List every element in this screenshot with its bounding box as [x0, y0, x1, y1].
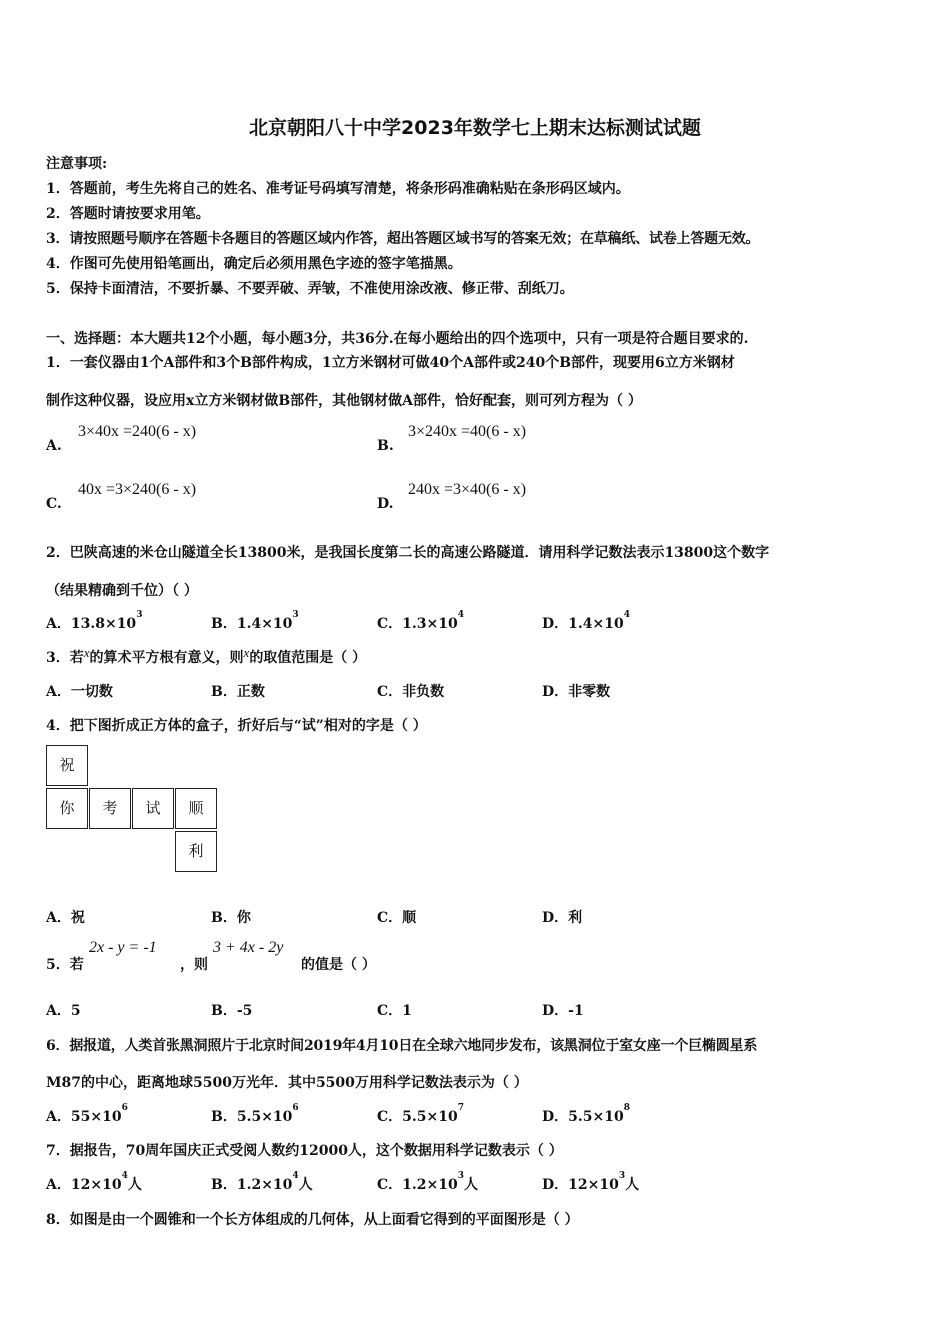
q7-option-d: D．$12\times 10^3$人	[542, 1171, 640, 1193]
q3-option-c: C．非负数	[377, 684, 445, 700]
notice-heading: 注意事项:	[46, 156, 108, 172]
q5-mid: ，则	[180, 957, 208, 973]
net-cell: 利	[175, 831, 217, 872]
net-cell: 顺	[175, 788, 217, 829]
q1-option-c-label: C.	[46, 496, 62, 512]
q5-option-b: B．-5	[211, 1003, 253, 1019]
q4-option-d: D．利	[542, 910, 583, 926]
q4-option-c: C．顺	[377, 910, 417, 926]
q6-option-b: B．$5.5\times 10^6$	[211, 1103, 299, 1125]
q3-option-a: A．一切数	[46, 684, 113, 700]
q2-stem-line1: 2．巴陕高速的米仓山隧道全长13800米，是我国长度第二长的高速公路隧道．请用科学记数法表示13800这个数字	[46, 545, 770, 561]
q5-option-d: D．-1	[542, 1003, 584, 1019]
q2-stem-line2: （结果精确到千位）（ ）	[46, 583, 198, 599]
q2-option-c: C．$1.3\times 10^4$	[377, 610, 464, 632]
q5-option-a: A．5	[46, 1003, 81, 1019]
q3-option-d: D．非零数	[542, 684, 611, 700]
q3-option-b: B．正数	[211, 684, 265, 700]
net-cell: 你	[46, 788, 88, 829]
notice-item: 1．答题前，考生先将自己的姓名、准考证号码填写清楚，将条形码准确粘贴在条形码区域内。	[46, 181, 630, 197]
notice-item: 4．作图可先使用铅笔画出，确定后必须用黑色字迹的签字笔描黑。	[46, 256, 462, 272]
q6-option-d: D．$5.5\times 10^8$	[542, 1103, 630, 1125]
q2-option-b: B．$1.4\times 10^3$	[211, 610, 299, 632]
q1-option-a-expr: 3×40x =240(6 - x)	[78, 423, 197, 440]
q2-option-a: A．$13.8\times 10^3$	[46, 610, 143, 632]
q6-stem-line2: M87的中心，距离地球5500万光年．其中5500万用科学记数法表示为（ ）	[46, 1075, 528, 1091]
q7-stem: 7．据报告，70周年国庆正式受阅人数约12000人，这个数据用科学记数表示（ ）	[46, 1143, 563, 1159]
q1-option-c-expr: 40x =3×240(6 - x)	[78, 481, 197, 498]
q1-option-b-label: B.	[377, 438, 394, 454]
q4-option-b: B．你	[211, 910, 251, 926]
q7-option-c: C．$1.2\times 10^3$人	[377, 1171, 478, 1193]
q6-option-a: A．$55\times 10^6$	[46, 1103, 128, 1125]
net-cell: 试	[132, 788, 174, 829]
q4-option-a: A．祝	[46, 910, 85, 926]
q3-var-x: x	[83, 645, 90, 660]
q3-stem: 3．若x的算术平方根有意义，则x的取值范围是（ ）	[46, 645, 367, 666]
notice-item: 2．答题时请按要求用笔。	[46, 206, 210, 222]
section-heading: 一、选择题：本大题共12个小题，每小题3分，共36分.在每小题给出的四个选项中，只有一项是符合题目要求的.	[46, 331, 749, 347]
q4-stem: 4．把下图折成正方体的盒子，折好后与“试”相对的字是（ ）	[46, 718, 427, 734]
page-title: 北京朝阳八十中学2023年数学七上期末达标测试试题	[249, 117, 701, 139]
q1-stem-line2: 制作这种仪器，设应用x立方米钢材做B部件，其他钢材做A部件，恰好配套，则可列方程为（ ）	[46, 393, 642, 409]
net-cell: 祝	[46, 745, 88, 786]
q7-option-b: B．$1.2\times 10^4$人	[211, 1171, 313, 1193]
q5-pre: 5．若	[46, 957, 84, 973]
q5-option-c: C．1	[377, 1003, 412, 1019]
q5-eq2: 3 + 4x - 2y	[213, 939, 284, 956]
q2-option-d: D．$1.4\times 10^4$	[542, 610, 630, 632]
q6-option-c: C．$5.5\times 10^7$	[377, 1103, 464, 1125]
q6-stem-line1: 6．据报道，人类首张黑洞照片于北京时间2019年4月10日在全球六地同步发布，该黑洞位于室女座一个巨椭圆星系	[46, 1038, 758, 1054]
q7-option-a: A．$12\times 10^4$人	[46, 1171, 142, 1193]
notice-item: 3．请按照题号顺序在答题卡各题目的答题区域内作答，超出答题区域书写的答案无效；在草稿纸、试卷上答题无效。	[46, 231, 760, 247]
q1-option-d-label: D.	[377, 496, 394, 512]
q1-option-d-expr: 240x =3×40(6 - x)	[408, 481, 527, 498]
q1-option-a-label: A.	[46, 438, 62, 454]
net-cell: 考	[89, 788, 131, 829]
q5-post: 的值是（ ）	[301, 957, 376, 973]
q5-eq1: 2x - y = -1	[89, 939, 157, 956]
q1-option-b-expr: 3×240x =40(6 - x)	[408, 423, 527, 440]
q1-stem-line1: 1．一套仪器由1个A部件和3个B部件构成，1立方米钢材可做40个A部件或240个B部件，现要用6立方米钢材	[46, 355, 735, 371]
q3-var-x: x	[243, 645, 250, 660]
notice-item: 5．保持卡面清洁，不要折暴、不要弄破、弄皱，不准使用涂改液、修正带、刮纸刀。	[46, 281, 574, 297]
q8-stem: 8．如图是由一个圆锥和一个长方体组成的几何体，从上面看它得到的平面图形是（ ）	[46, 1212, 579, 1228]
